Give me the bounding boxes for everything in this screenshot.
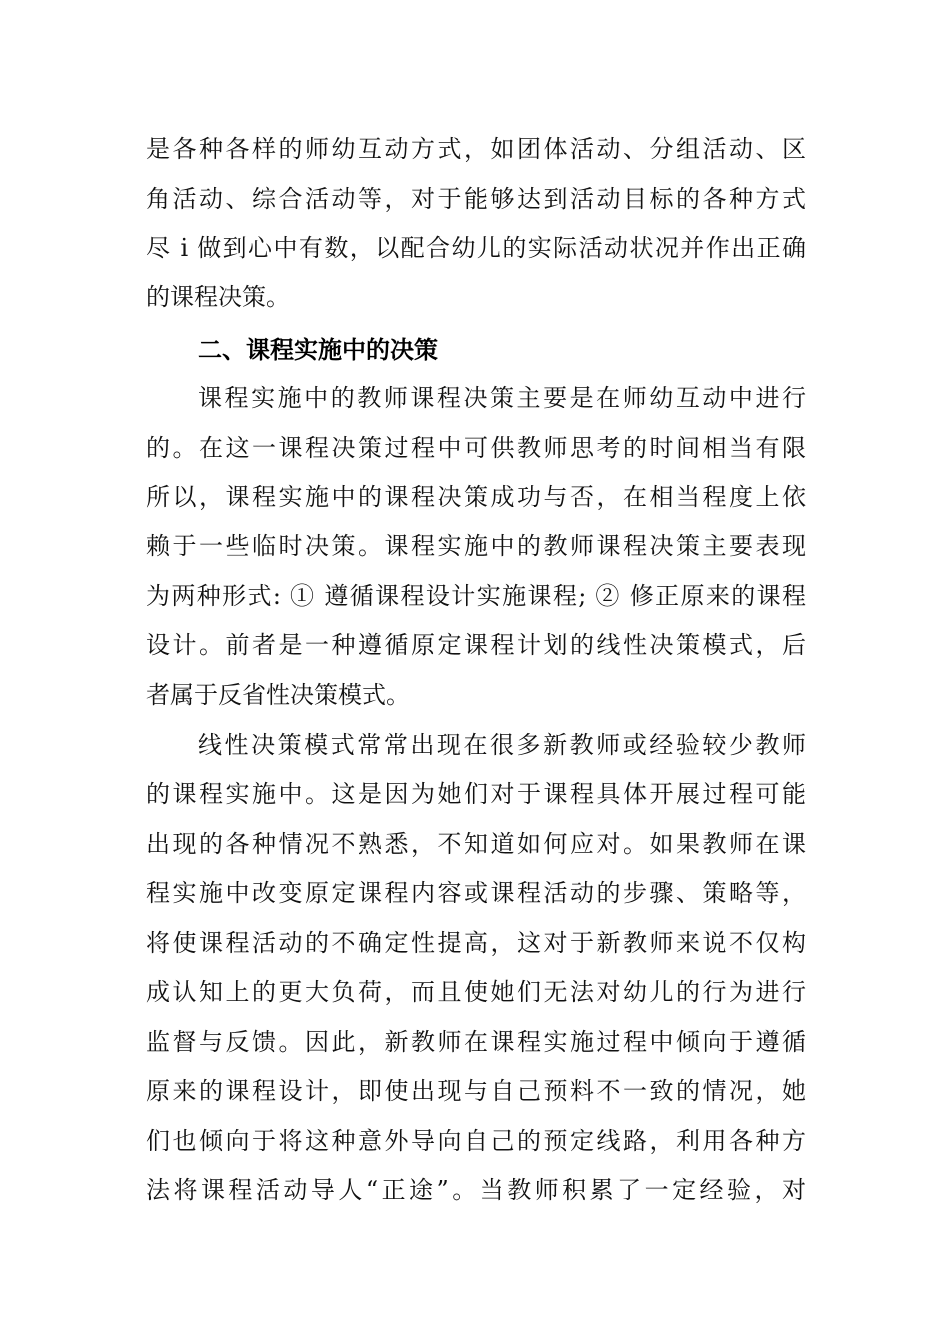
paragraph-line: 课程实施中的教师课程决策主要是在师幼互动中进行 <box>198 384 806 412</box>
paragraph-line: 为两种形式: ① 遵循课程设计实施课程; ② 修正原来的课程 <box>146 582 806 610</box>
paragraph-line: 线性决策模式常常出现在很多新教师或经验较少教师 <box>198 731 806 759</box>
paragraph-line: 所以，课程实施中的课程决策成功与否，在相当程度上依 <box>146 483 806 511</box>
paragraph-line: 程实施中改变原定课程内容或课程活动的步骤、策略等， <box>146 879 806 907</box>
paragraph-line: 者属于反省性决策模式。 <box>146 681 410 709</box>
paragraph-line: 原来的课程设计，即使出现与自己预料不一致的情况，她 <box>146 1077 806 1105</box>
paragraph-line: 监督与反馈。因此，新教师在课程实施过程中倾向于遵循 <box>146 1028 806 1056</box>
paragraph-line: 赖于一些临时决策。课程实施中的教师课程决策主要表现 <box>146 532 806 560</box>
paragraph-line: 出现的各种情况不熟悉，不知道如何应对。如果教师在课 <box>146 830 806 858</box>
section-heading: 二、课程实施中的决策 <box>198 336 438 364</box>
paragraph-line: 角活动、综合活动等，对于能够达到活动目标的各种方式 <box>146 185 806 213</box>
paragraph-line: 是各种各样的师幼互动方式，如团体活动、分组活动、区 <box>146 135 806 163</box>
paragraph-line: 将使课程活动的不确定性提高，这对于新教师来说不仅构 <box>146 929 806 957</box>
paragraph-line: 的课程决策。 <box>146 283 290 311</box>
paragraph-line: 成认知上的更大负荷，而且使她们无法对幼儿的行为进行 <box>146 978 806 1006</box>
paragraph-line: 的。在这一课程决策过程中可供教师思考的时间相当有限 <box>146 434 806 462</box>
paragraph-line: 的课程实施中。这是因为她们对于课程具体开展过程可能 <box>146 780 806 808</box>
paragraph-line: 们也倾向于将这种意外导向自己的预定线路，利用各种方 <box>146 1127 806 1155</box>
paragraph-line: 设计。前者是一种遵循原定课程计划的线性决策模式，后 <box>146 631 806 659</box>
paragraph-line: 法将课程活动导人“正途”。当教师积累了一定经验，对 <box>146 1176 806 1204</box>
paragraph-line: 尽 i 做到心中有数，以配合幼儿的实际活动状况并作出正确 <box>146 234 806 262</box>
